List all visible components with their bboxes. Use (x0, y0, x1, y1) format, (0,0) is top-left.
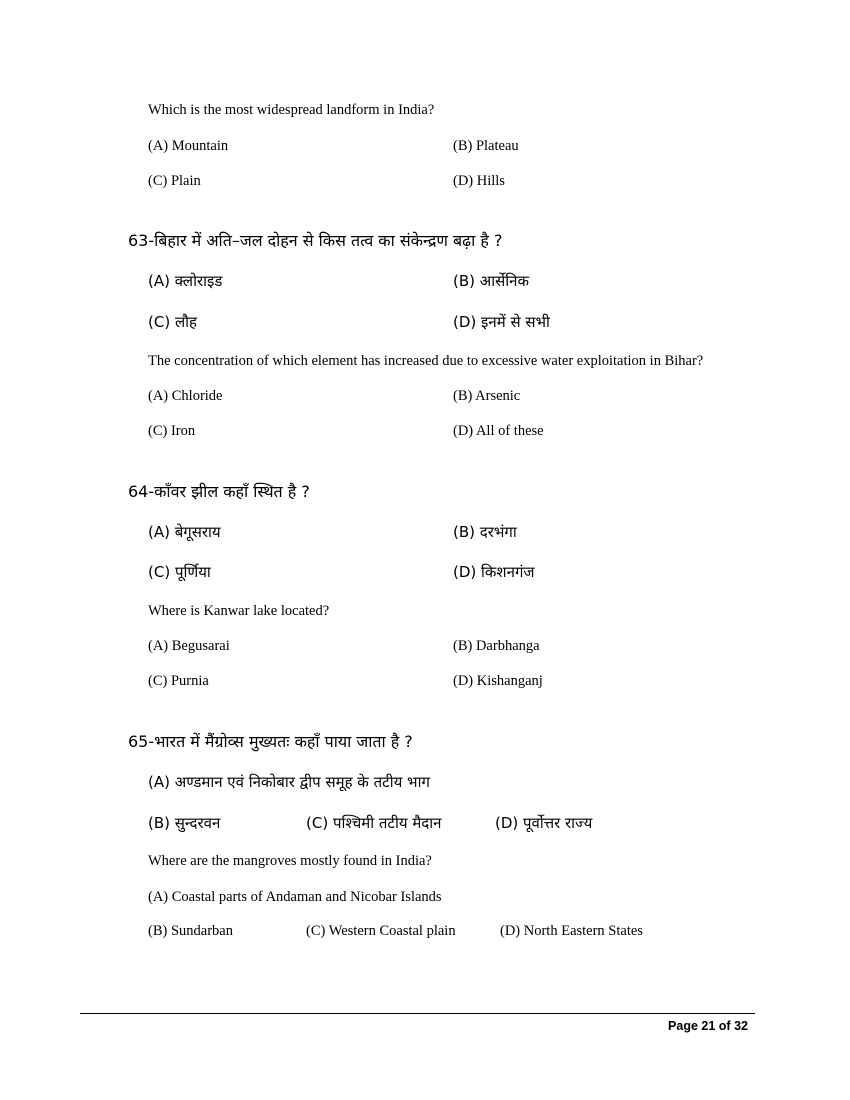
q65-hi-option-b: (B) सुन्दरवन (148, 814, 221, 832)
q63-question-en: The concentration of which element has increased due to excessive water exploitation in Bihar? (148, 353, 704, 369)
q63-hi-option-b: (B) आर्सेनिक (453, 272, 529, 290)
q64-option-b: (B) Darbhanga (453, 638, 540, 654)
q65-option-d: (D) North Eastern States (500, 923, 643, 939)
q63-option-c: (C) Iron (148, 423, 196, 439)
page-footer (668, 1019, 748, 1033)
q64-option-c: (C) Purnia (148, 673, 209, 689)
q63-question-hi: 63-बिहार में अति–जल दोहन से किस तत्व का संकेन्द्रण बढ़ा है ? (128, 231, 503, 250)
q64-hi-option-d: (D) किशनगंज (453, 563, 535, 581)
q64-hi-option-c: (C) पूर्णिया (148, 563, 211, 581)
footer-total-pages: 32 (734, 1019, 748, 1033)
q62-option-c: (C) Plain (148, 173, 201, 189)
q63-option-d: (D) All of these (453, 423, 544, 439)
footer-page-word: Page (668, 1019, 698, 1033)
q62-question-en: Which is the most widespread landform in India? (148, 102, 435, 118)
q63-hi-option-a: (A) क्लोराइड (148, 272, 223, 290)
q65-hi-option-a: (A) अण्डमान एवं निकोबार द्वीप समूह के तटीय भाग (148, 773, 430, 791)
q63-option-a: (A) Chloride (148, 388, 223, 404)
q64-question-en: Where is Kanwar lake located? (148, 603, 330, 619)
q63-hi-option-d: (D) इनमें से सभी (453, 313, 550, 331)
footer-page-number: 21 (701, 1019, 716, 1033)
q63-hi-option-c: (C) लौह (148, 313, 197, 331)
q62-option-d: (D) Hills (453, 173, 505, 189)
q64-hi-option-b: (B) दरभंगा (453, 523, 517, 541)
q64-option-a: (A) Begusarai (148, 638, 230, 654)
q64-option-d: (D) Kishanganj (453, 673, 543, 689)
q64-question-hi: 64-काँवर झील कहाँ स्थित है ? (128, 482, 310, 501)
q64-hi-option-a: (A) बेगूसराय (148, 523, 221, 541)
footer-divider (80, 1013, 755, 1014)
q62-option-b: (B) Plateau (453, 138, 519, 154)
q65-option-b: (B) Sundarban (148, 923, 233, 939)
q65-option-a: (A) Coastal parts of Andaman and Nicobar Islands (148, 889, 442, 905)
q65-option-c: (C) Western Coastal plain (306, 923, 456, 939)
q65-question-en: Where are the mangroves mostly found in India? (148, 853, 432, 869)
q65-question-hi: 65-भारत में मैंग्रोव्स मुख्यतः कहाँ पाया जाता है ? (128, 732, 413, 751)
q65-hi-option-d: (D) पूर्वोत्तर राज्य (495, 814, 593, 832)
q65-hi-option-c: (C) पश्चिमी तटीय मैदान (306, 814, 442, 832)
q62-option-a: (A) Mountain (148, 138, 229, 154)
footer-of-word: of (718, 1019, 731, 1033)
q63-option-b: (B) Arsenic (453, 388, 521, 404)
